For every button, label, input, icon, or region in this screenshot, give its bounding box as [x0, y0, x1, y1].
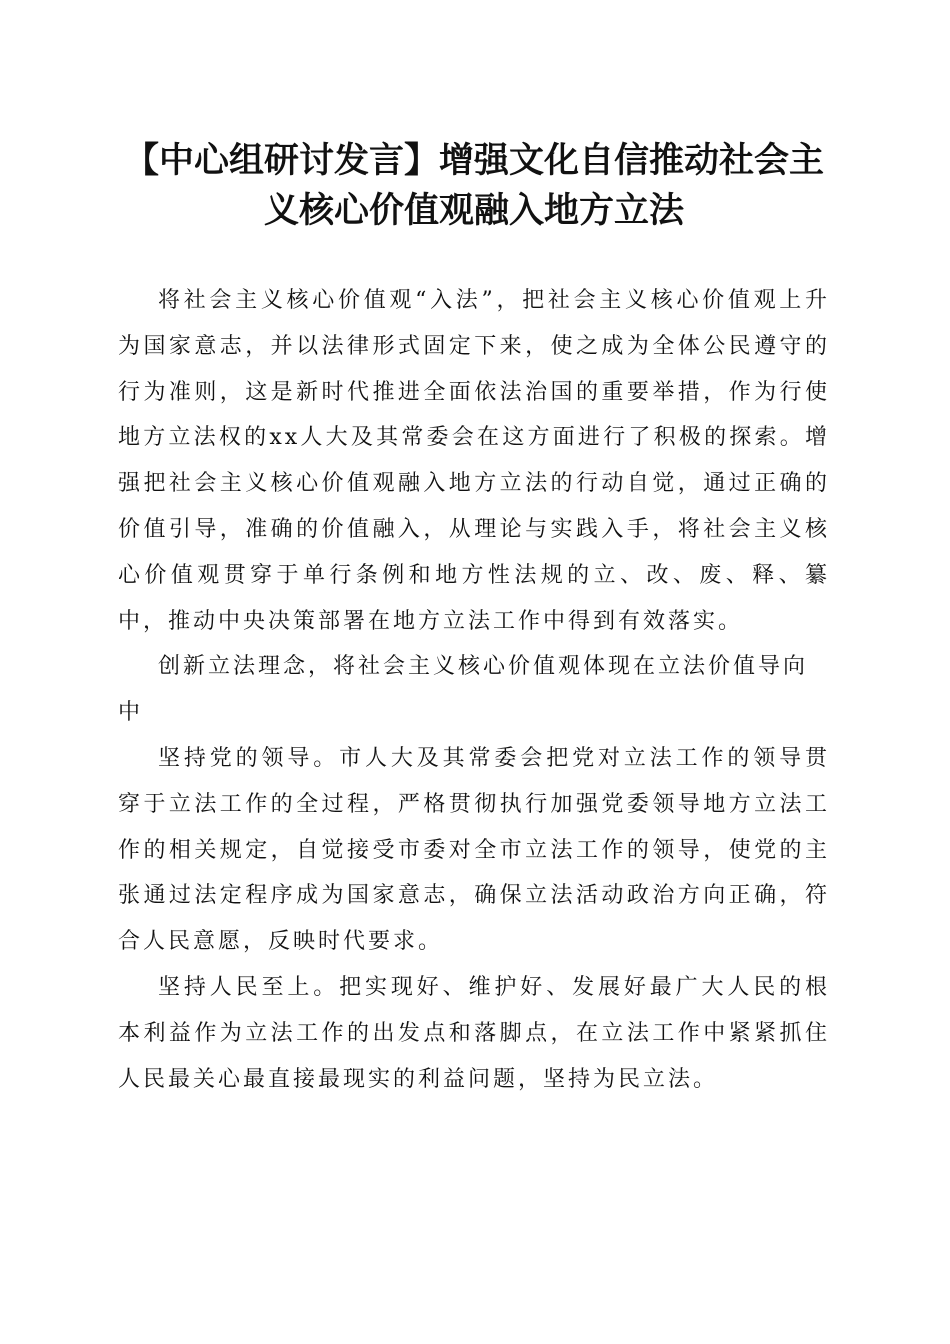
paragraph-people-first: 坚持人民至上。把实现好、维护好、发展好最广大人民的根本利益作为立法工作的出发点和落脚点，在立法工作中紧紧抓住人民最关心最直接最现实的利益问题，坚持为民立法。 [118, 974, 830, 1092]
document-title [118, 136, 830, 236]
section-heading: 创新立法理念，将社会主义核心价值观体现在立法价值导向中 [118, 654, 809, 726]
document-body [118, 278, 830, 1102]
title-line-2: 义核心价值观融入地方立法 [263, 191, 684, 231]
paragraph-intro: 将社会主义核心价值观“入法”，把社会主义核心价值观上升为国家意志，并以法律形式固定下来，使之成为全体公民遵守的行为准则，这是新时代推进全面依法治国的重要举措，作为行使地方立法权的xx人大及其常委会在这方面进行了积极的探索。增强把社会主义核心价值观融入地方立法的行动自觉，通过正确的价值引导，准确的价值融入，从理论与实践入手，将社会主义核心价值观贯穿于单行条例和地方性法规的立、改、废、释、纂中，推动中央决策部署在地方立法工作中得到有效落实。 [118, 288, 830, 634]
title-line-1: 【中心组研讨发言】增强文化自信推动社会主 [123, 141, 824, 181]
paragraph-party-leadership: 坚持党的领导。市人大及其常委会把党对立法工作的领导贯穿于立法工作的全过程，严格贯彻执行加强党委领导地方立法工作的相关规定，自觉接受市委对全市立法工作的领导，使党的主张通过法定程序成为国家意志，确保立法活动政治方向正确，符合人民意愿，反映时代要求。 [118, 745, 830, 955]
